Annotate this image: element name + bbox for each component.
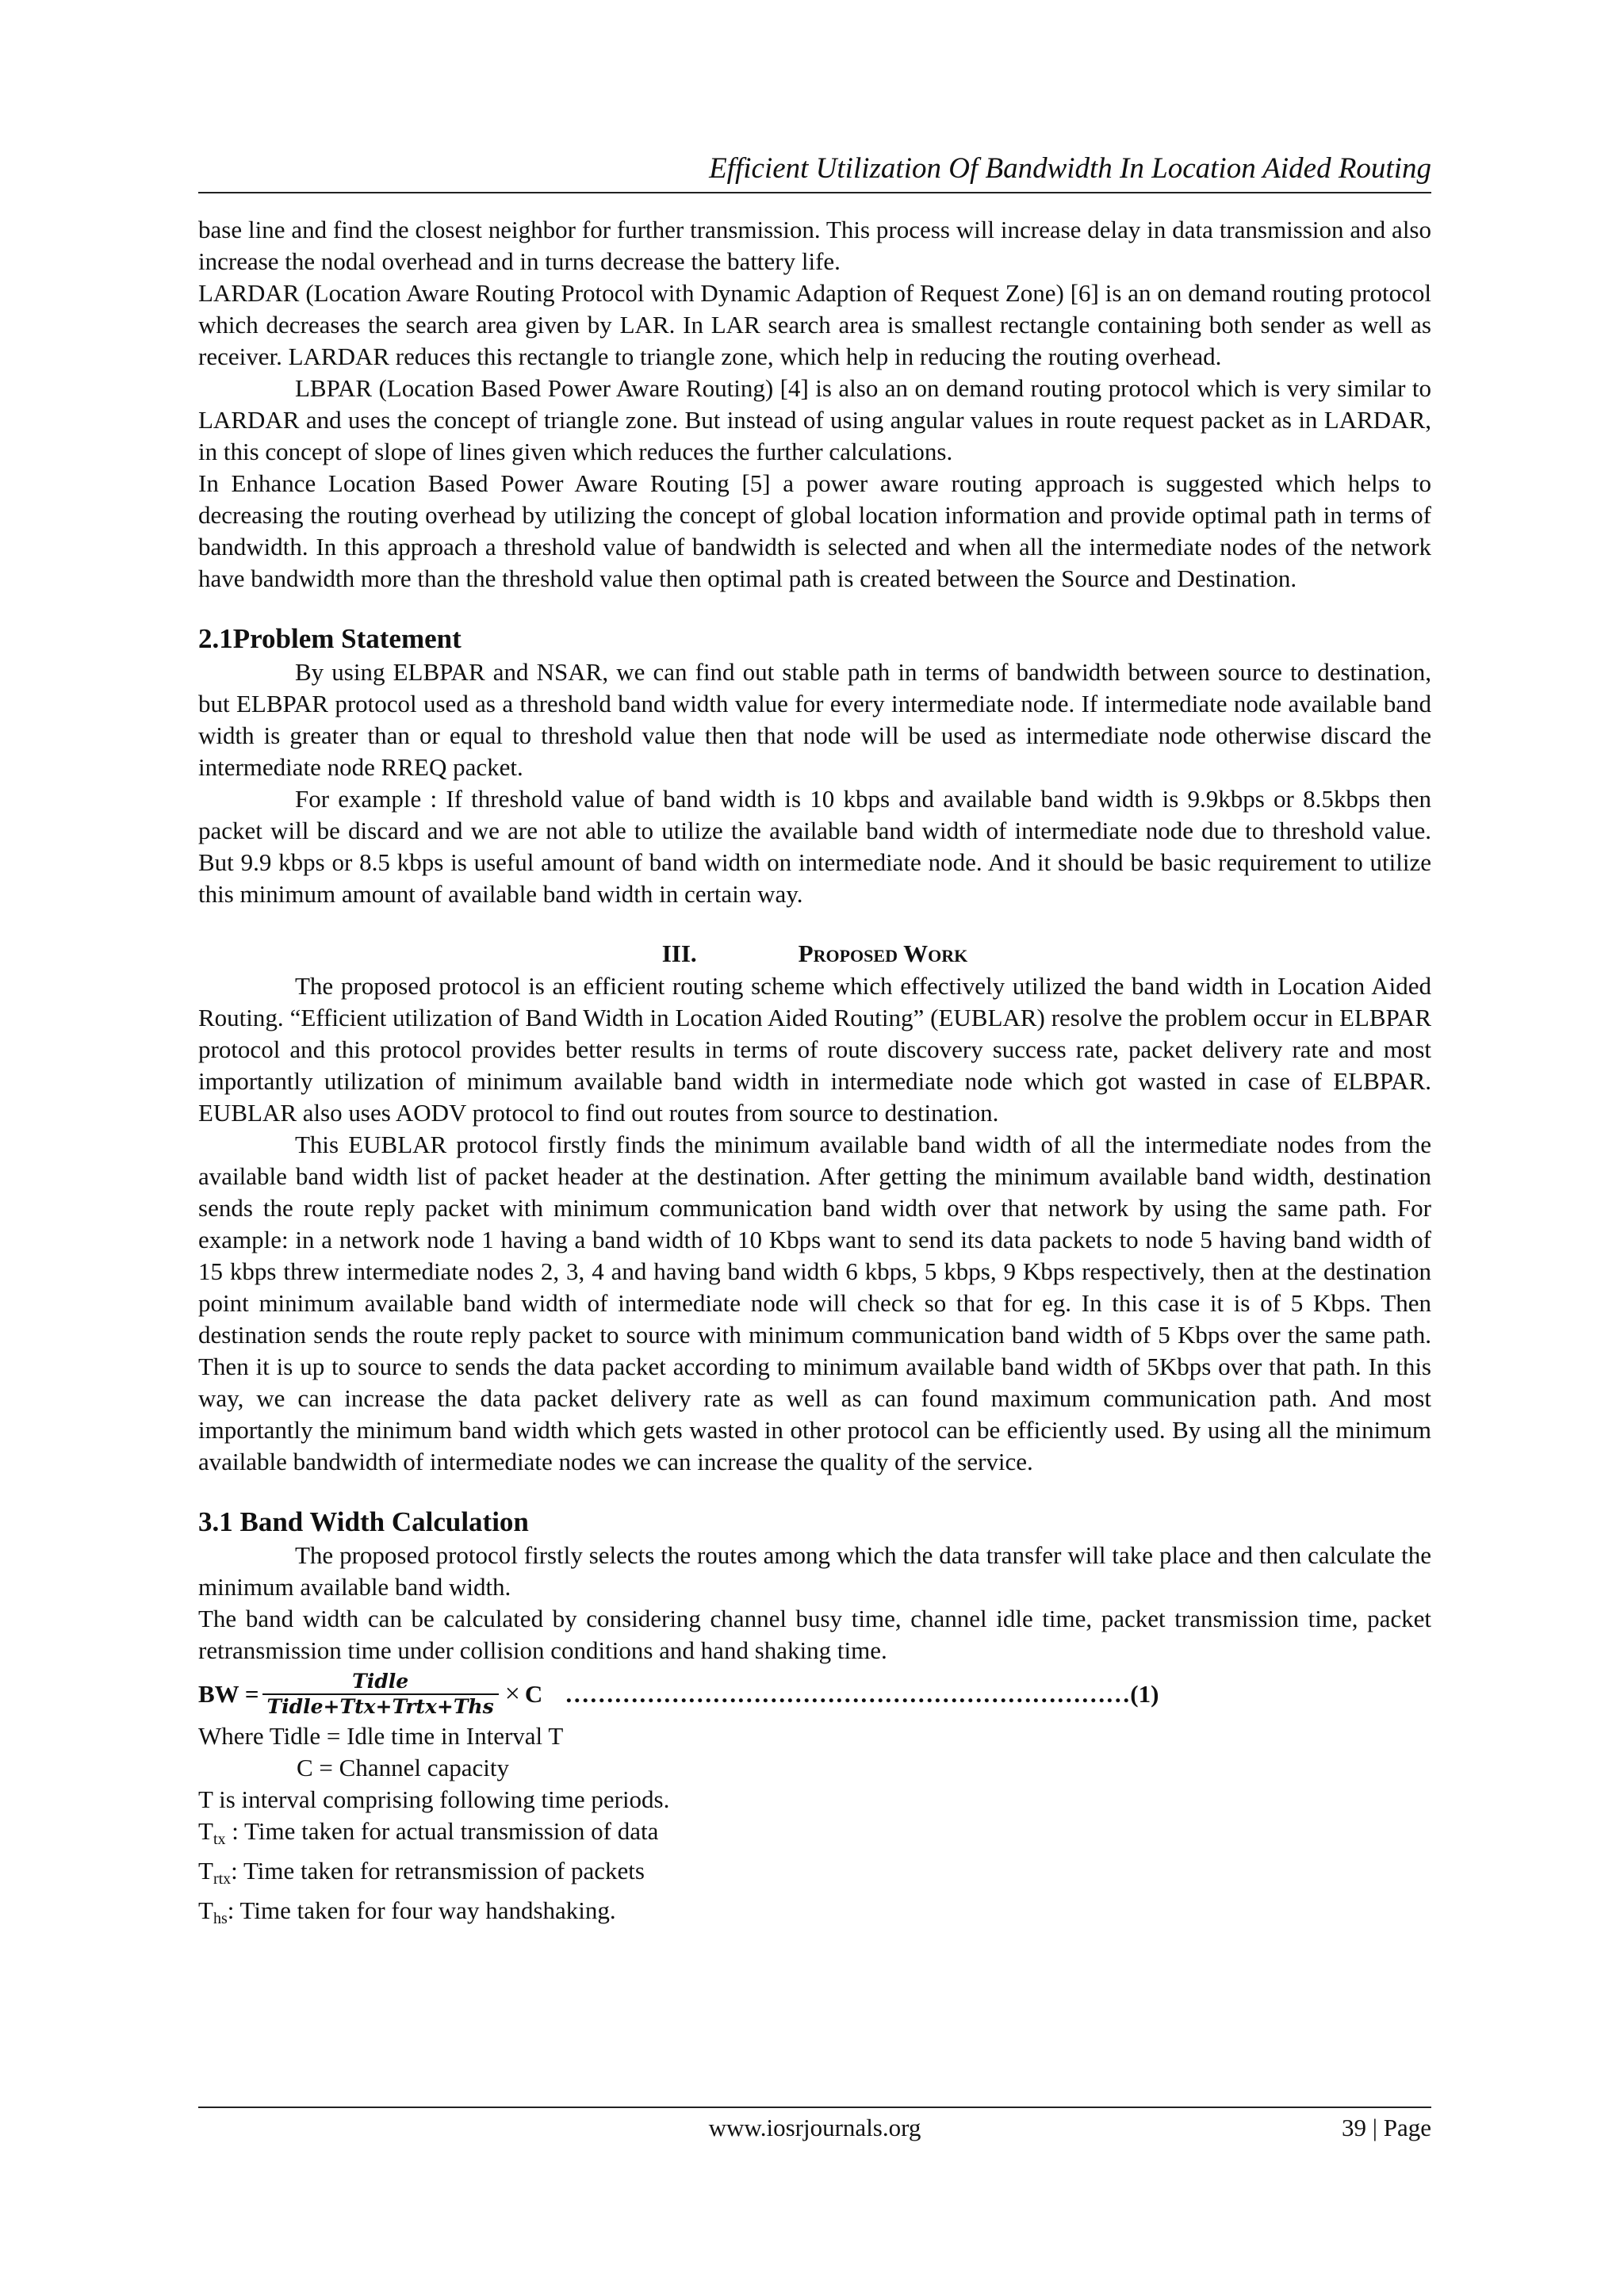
body-text: [198, 214, 1431, 1934]
definition-line: [198, 1855, 1431, 1895]
symbol-subscript: hs: [213, 1910, 228, 1927]
definition-line: [198, 1895, 1431, 1934]
section-heading-bandwidth-calculation: 3.1 Band Width Calculation: [198, 1506, 529, 1537]
paragraph: This EUBLAR protocol firstly finds the minimum available band width of all the intermediate nodes from the available band width list of packet header at the destination. After getting the minimum available band width, destination sends the route reply packet with minimum communication band width over that network by using the same path. For example: in a network node 1 having a band width of 10 Kbps want to send its data packets to node 5 having band width of 15 kbps threw intermediate nodes 2, 3, 4 and having band width 6 kbps, 5 kbps, 9 Kbps respectively, then at the destination point minimum available band width of intermediate node will check so that for eg. In this case it is of 5 Kbps. Then destination sends the route reply packet to source with minimum communication band width of 5 Kbps over the same path. Then it is up to source to sends the data packet according to minimum available band width of 5Kbps over that path. In this way, we can increase the data packet delivery rate as well as can found maximum communication path. And most importantly the minimum band width which gets wasted in other protocol can be efficiently used. By using all the minimum available bandwidth of intermediate nodes we can increase the quality of the service.: [198, 1131, 1431, 1475]
symbol-base: T: [198, 1817, 213, 1845]
symbol-base: T: [198, 1896, 213, 1924]
equation-numerator: Tidle: [352, 1670, 409, 1693]
definition-text: : Time taken for four way handshaking.: [227, 1896, 616, 1924]
equation-leader-dots: ……………………………………………………………: [565, 1680, 1131, 1708]
times-symbol: ×: [504, 1679, 520, 1709]
running-header: Efficient Utilization Of Bandwidth In Location Aided Routing: [709, 152, 1431, 185]
paragraph: For example : If threshold value of band width is 10 kbps and available band width is 9.9kbps or 8.5kbps then packet will be discard and we are not able to utilize the available band width of intermediate node due to threshold value. But 9.9 kbps or 8.5 kbps is useful amount of band width on intermediate node. And it should be basic requirement to utilize this minimum amount of available band width in certain way.: [198, 785, 1431, 908]
symbol-subscript: rtx: [213, 1870, 232, 1888]
paragraph: The proposed protocol is an efficient routing scheme which effectively utilized the band width in Location Aided Routing. “Efficient utilization of Band Width in Location Aided Routing” (EUBLAR) resolve the problem occur in ELBPAR protocol and this protocol provides better results in terms of route discovery success rate, packet delivery rate and most importantly utilization of minimum available band width in intermediate node which got wasted in case of ELBPAR. EUBLAR also uses AODV protocol to find out routes from source to destination.: [198, 972, 1431, 1127]
section-title-text: Proposed Work: [798, 939, 968, 967]
definition-line: T is interval comprising following time periods.: [198, 1785, 670, 1813]
footer-url: www.iosrjournals.org: [708, 2114, 921, 2141]
equation-factor: C: [524, 1680, 543, 1708]
paragraph: The band width can be calculated by considering channel busy time, channel idle time, packet transmission time, packet retransmission time under collision conditions and hand shaking time.: [198, 1605, 1431, 1664]
definition-line: C = Channel capacity: [297, 1754, 509, 1781]
header-rule: [198, 192, 1431, 193]
symbol-base: T: [198, 1857, 213, 1885]
symbol-subscript: tx: [213, 1831, 226, 1848]
page-number: 39 | Page: [1342, 2114, 1431, 2141]
definition-text: : Time taken for actual transmission of data: [225, 1817, 659, 1845]
paragraph: LBPAR (Location Based Power Aware Routing) [4] is also an on demand routing protocol which is very similar to LARDAR and uses the concept of triangle zone. But instead of using angular values in route request packet as in LARDAR, in this concept of slope of lines given which reduces the further calculations.: [198, 374, 1431, 465]
paragraph: In Enhance Location Based Power Aware Routing [5] a power aware routing approach is suggested which helps to decreasing the routing overhead by utilizing the concept of global location information and provide optimal path in terms of bandwidth. In this approach a threshold value of bandwidth is selected and when all the intermediate nodes of the network have bandwidth more than the threshold value then optimal path is created between the Source and Destination.: [198, 469, 1431, 592]
section-number: III.: [661, 939, 697, 967]
equation-denominator: Tidle+Ttx+Trtx+Ths: [262, 1693, 499, 1719]
equation-number: (1): [1130, 1680, 1159, 1708]
equation-fraction: [262, 1670, 499, 1719]
definition-text: : Time taken for retransmission of packets: [231, 1857, 645, 1885]
paragraph: base line and find the closest neighbor for further transmission. This process will increase delay in data transmission and also increase the nodal overhead and in turns decrease the battery life.: [198, 216, 1431, 275]
section-heading-problem-statement: 2.1Problem Statement: [198, 623, 462, 654]
definition-line: [198, 1816, 1431, 1855]
definition-line: Where Tidle = Idle time in Interval T: [198, 1722, 564, 1750]
footer-rule: [198, 2107, 1431, 2108]
equation-lhs: BW =: [198, 1680, 259, 1708]
paragraph: By using ELBPAR and NSAR, we can find out stable path in terms of bandwidth between source to destination, but ELBPAR protocol used as a threshold band width value for every intermediate node. If intermediate node available band width is greater than or equal to threshold value then that node will be used as intermediate node otherwise discard the intermediate node RREQ packet.: [198, 658, 1431, 781]
bandwidth-equation: [198, 1668, 1431, 1720]
paragraph: The proposed protocol firstly selects the routes among which the data transfer will take place and then calculate the minimum available band width.: [198, 1541, 1431, 1601]
paragraph: LARDAR (Location Aware Routing Protocol with Dynamic Adaption of Request Zone) [6] is an on demand routing protocol which decreases the search area given by LAR. In LAR search area is smallest rectangle containing both sender as well as receiver. LARDAR reduces this rectangle to triangle zone, which help in reducing the routing overhead.: [198, 279, 1431, 370]
section-title-proposed-work: [198, 937, 1431, 970]
